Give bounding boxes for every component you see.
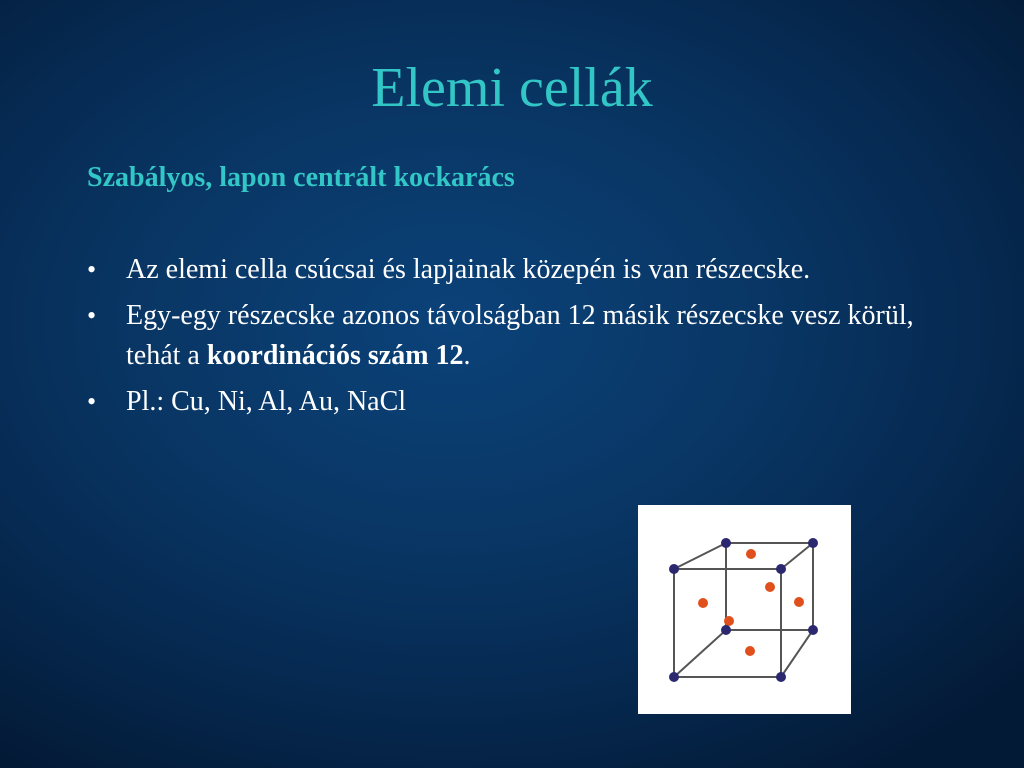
- bullet-marker: •: [87, 387, 97, 416]
- slide-title: Elemi cellák: [371, 57, 653, 119]
- face-atom: [698, 598, 708, 608]
- bullet-item: [87, 382, 947, 422]
- bullet-text-end: .: [463, 340, 471, 371]
- bullet-marker: •: [87, 301, 97, 330]
- cube-edges: [674, 543, 813, 677]
- bullet-text-start: Egy-egy részecske azonos távolságban 12 másik részecske vesz körül, tehát a: [126, 300, 914, 371]
- bullet-item: [87, 250, 947, 290]
- cube-edge: [781, 630, 813, 677]
- cube-edge: [674, 543, 726, 569]
- bullet-list: [87, 250, 947, 428]
- cube-edge: [781, 543, 813, 569]
- bullet-item: [87, 296, 947, 376]
- face-atom: [746, 549, 756, 559]
- bullet-text: Pl.: Cu, Ni, Al, Au, NaCl: [126, 386, 407, 417]
- slide-subtitle: Szabályos, lapon centrált kockarács: [87, 162, 515, 193]
- fcc-unit-cell-image: [638, 505, 851, 714]
- corner-atom: [808, 538, 818, 548]
- fcc-unit-cell-diagram: [638, 505, 851, 714]
- face-atom: [765, 582, 775, 592]
- corner-atom: [776, 672, 786, 682]
- corner-atom: [721, 625, 731, 635]
- corner-atom: [669, 672, 679, 682]
- face-atom: [724, 616, 734, 626]
- bullet-marker: •: [87, 255, 97, 284]
- corner-atom: [721, 538, 731, 548]
- cube-edge: [674, 630, 726, 677]
- face-atom: [794, 597, 804, 607]
- bullet-text: [126, 300, 914, 371]
- corner-atom: [776, 564, 786, 574]
- corner-atom: [808, 625, 818, 635]
- corner-atom: [669, 564, 679, 574]
- bullet-text: Az elemi cella csúcsai és lapjainak közepén is van részecske.: [126, 254, 811, 285]
- bullet-text-bold: koordinációs szám 12: [206, 340, 464, 371]
- face-atom: [745, 646, 755, 656]
